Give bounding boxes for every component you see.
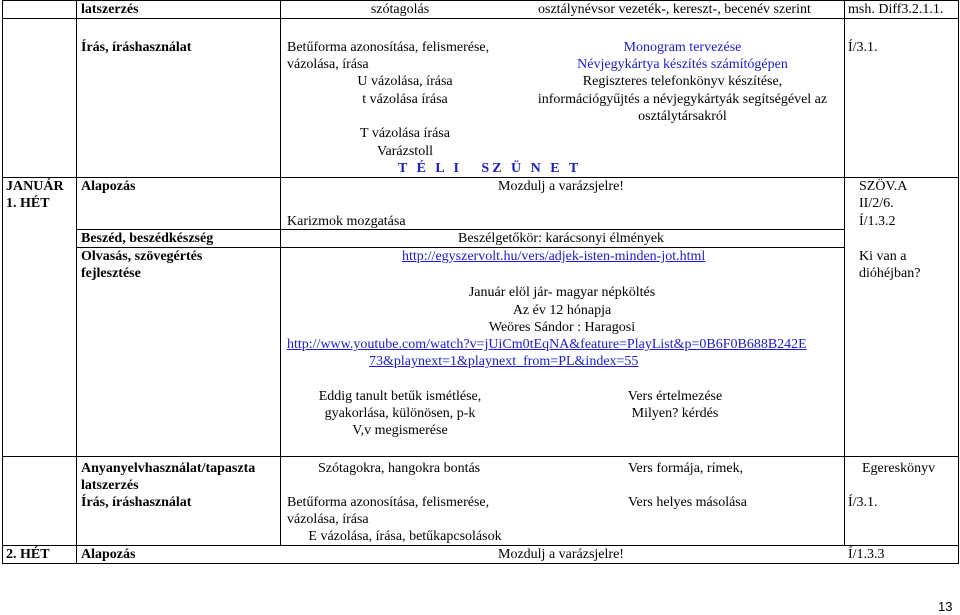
alapozas-col3: Mozdulj a varázsjelre! <box>498 179 624 194</box>
border-after-row-top <box>2 18 958 19</box>
border-bottom <box>2 563 958 564</box>
border-before-week2 <box>2 545 958 546</box>
olvasas-poem-line3: Weöres Sándor : Haragosi <box>488 320 636 335</box>
review-col2-line2: gyakorlása, különösen, p-k <box>324 406 476 421</box>
olvasas-link2-line2[interactable]: 73&playnext=1&playnext_from=PL&index=55 <box>369 354 639 369</box>
row-iras1-col3-line3: osztálytársakról <box>638 109 727 124</box>
border-left <box>2 0 3 564</box>
alapozas-ref-line2: II/2/6. <box>859 196 894 211</box>
row-iras1-col2-line2: vázolása, írása <box>287 57 369 72</box>
beszed-area: Beszéd, beszédkészség <box>81 231 214 246</box>
row-iras1-area: Írás, íráshasználat <box>81 40 192 55</box>
row-top-col3: osztálynévsor vezeték-, kereszt-, becenév szerint <box>538 2 811 17</box>
row-top-ref-text: msh. Diff3.2.1.1. <box>848 2 944 17</box>
week2-label: 2. HÉT <box>6 547 50 562</box>
row-iras1-col2-line1: Betűforma azonosítása, felismerése, <box>287 40 490 55</box>
row-iras1-col2-line3: U vázolása, írása <box>357 74 453 89</box>
alapozas-ref-line1: SZÖV.A <box>859 179 908 194</box>
holiday-banner: T É L I SZ Ü N E T <box>398 161 582 176</box>
row-top-col2: szótagolás <box>370 2 430 17</box>
olvasas-poem-line2: Az év 12 hónapja <box>512 303 612 318</box>
row-top-ref <box>848 1 948 18</box>
anyanyelv-ref: Egereskönyv <box>862 461 936 476</box>
row-iras2-col2-line1: Betűforma azonosítása, felismerése, <box>287 495 490 510</box>
beszed-text: Beszélgetőkör: karácsonyi élmények <box>458 231 665 246</box>
page-number: 13 <box>938 599 953 614</box>
row-iras2-area: Írás, íráshasználat <box>81 495 192 510</box>
week2-area: Alapozás <box>81 547 136 562</box>
week2-col3: Mozdulj a varázsjelre! <box>498 547 624 562</box>
row-iras2-col3: Vers helyes másolása <box>628 495 747 510</box>
olvasas-link2-line1[interactable]: http://www.youtube.com/watch?v=jUiCm0tEqNA&feature=PlayList&p=0B6F0B688B242E <box>287 337 807 352</box>
row-iras2-ref: Í/3.1. <box>848 495 878 510</box>
week2-ref: Í/1.3.3 <box>848 547 885 562</box>
review-col3-line1: Vers értelmezése <box>627 389 723 404</box>
alapozas-area: Alapozás <box>81 179 136 194</box>
row-iras2-col2-line2: vázolása, írása <box>287 512 369 527</box>
review-col2-line3: V,v megismerése <box>352 423 448 438</box>
row-iras1-col3-line1: Regiszteres telefonkönyv készítése, <box>582 74 783 89</box>
anyanyelv-col3: Vers formája, rímek, <box>628 461 744 476</box>
alapozas-col2: Karizmok mozgatása <box>287 214 406 229</box>
row-iras1-col2-more1: T vázolása írása <box>360 126 450 141</box>
row-iras1-col2-line4: t vázolása írása <box>362 92 448 107</box>
border-right <box>958 0 959 564</box>
anyanyelv-area-line2: latszerzés <box>81 478 139 493</box>
olvasas-area-line2: fejlesztése <box>81 266 141 281</box>
row-iras1-ref: Í/3.1. <box>848 40 878 55</box>
border-before-week1 <box>2 177 958 178</box>
row-top-area: latszerzés <box>81 2 139 17</box>
week1-label-line2: 1. HÉT <box>6 196 50 211</box>
review-col3-line2: Milyen? kérdés <box>631 406 719 421</box>
row-iras1-col3-title: Monogram tervezése <box>623 40 742 55</box>
row-iras1-col3-line2: információgyűjtés a névjegykártyák segítségével az <box>537 92 828 107</box>
olvasas-poem-line1: Január elöl jár- magyar népköltés <box>468 285 656 300</box>
row-iras1-col3-title2: Névjegykártya készítés számítógépen <box>577 57 788 72</box>
anyanyelv-col2: Szótagokra, hangokra bontás <box>318 461 481 476</box>
olvasas-ref-line2: dióhéjban? <box>859 266 921 281</box>
border-before-anyanyelv <box>2 456 958 457</box>
row-iras2-col2-line3: E vázolása, írása, betűkapcsolások <box>308 529 502 544</box>
row-iras1-col2-more2: Varázstoll <box>377 144 433 159</box>
olvasas-link1[interactable]: http://egyszervolt.hu/vers/adjek-isten-minden-jot.html <box>402 249 706 264</box>
border-col1 <box>76 0 77 564</box>
alapozas-ref-line3: Í/1.3.2 <box>859 214 896 229</box>
olvasas-area-line1: Olvasás, szövegértés <box>81 249 203 264</box>
olvasas-ref-line1: Ki van a <box>859 249 907 264</box>
review-col2-line1: Eddig tanult betűk ismétlése, <box>318 389 482 404</box>
anyanyelv-area-line1: Anyanyelvhasználat/tapaszta <box>81 461 256 476</box>
week1-label-line1: JANUÁR <box>6 179 64 194</box>
